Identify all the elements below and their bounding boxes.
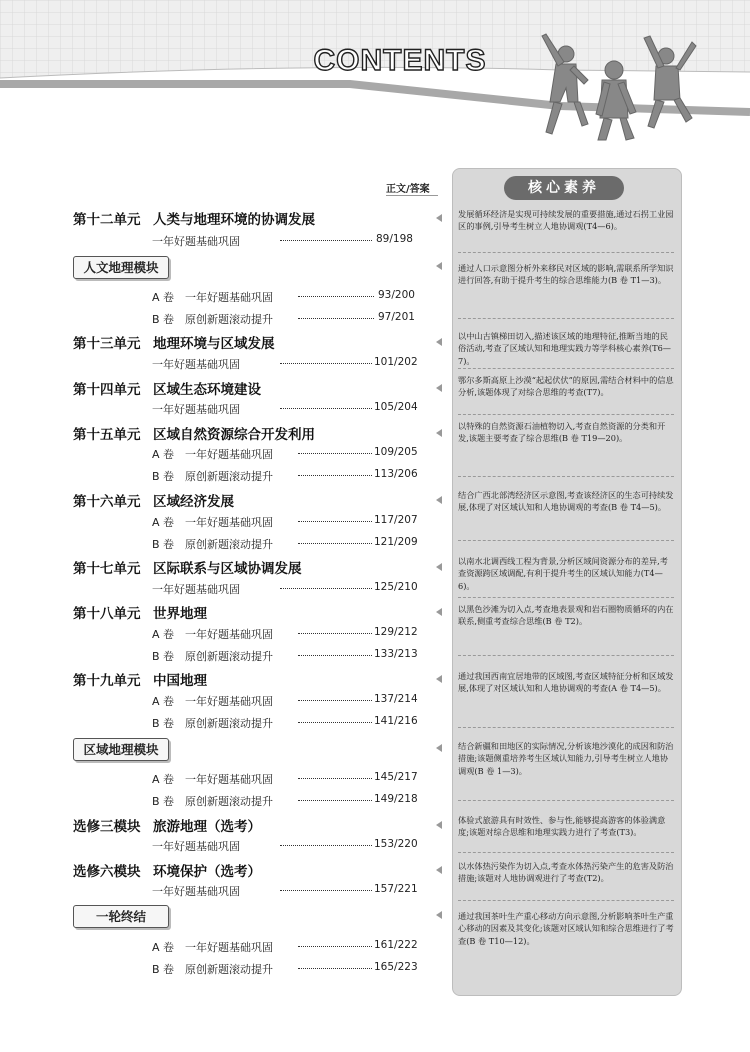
toc-entry[interactable]: A 卷 一年好题基础巩固 137/214: [152, 693, 418, 708]
toc-entry[interactable]: 一年好题基础巩固 101/202: [152, 356, 418, 371]
module-label-final: 一轮终结: [73, 905, 169, 928]
divider: [458, 727, 674, 728]
toc-entry[interactable]: A 卷 一年好题基础巩固 117/207: [152, 514, 418, 529]
pointer-triangle: [436, 262, 442, 270]
toc-entry[interactable]: 一年好题基础巩固 105/204: [152, 401, 418, 416]
toc-entry[interactable]: B 卷 原创新题滚动提升 133/213: [152, 648, 418, 663]
pointer-triangle: [436, 429, 442, 437]
divider: [458, 800, 674, 801]
column-legend: 正文/答案: [386, 184, 430, 195]
page-title: CONTENTS: [313, 44, 487, 77]
pointer-triangle: [436, 744, 442, 752]
divider: [458, 852, 674, 853]
toc-entry[interactable]: B 卷 原创新题滚动提升 121/209: [152, 536, 418, 551]
unit-heading[interactable]: 第十三单元 地理环境与区域发展: [73, 336, 275, 352]
toc-entry[interactable]: B 卷 原创新题滚动提升 141/216: [152, 715, 418, 730]
unit-heading[interactable]: 第十七单元 区际联系与区域协调发展: [73, 561, 302, 577]
note-text: 体验式旅游具有时效性、参与性,能够提高游客的体验满意度;该题对综合思维和地理实践力进行了考查(T3)。: [458, 815, 666, 838]
divider: [458, 252, 674, 253]
pointer-triangle: [436, 675, 442, 683]
toc-entry[interactable]: 一年好题基础巩固 157/221: [152, 883, 418, 898]
note-text: 结合广西北部湾经济区示意图,考查该经济区的生态可持续发展,体现了对区域认知和人地协调观的考查(B 卷 T4—5)。: [458, 490, 674, 513]
divider: [458, 368, 674, 369]
divider: [458, 655, 674, 656]
note-text: 鄂尔多斯高原上沙漠“起起伏伏”的原因,需结合材料中的信息分析,该题体现了对综合思维的考查(T7)。: [458, 375, 674, 398]
toc-entry[interactable]: A 卷 一年好题基础巩固 109/205: [152, 446, 418, 461]
unit-heading[interactable]: 第十九单元 中国地理: [73, 673, 207, 689]
jumping-people-illustration: [538, 22, 708, 142]
pointer-triangle: [436, 384, 442, 392]
unit-heading[interactable]: 第十四单元 区域生态环境建设: [73, 382, 261, 398]
divider: [458, 414, 674, 415]
pointer-triangle: [436, 338, 442, 346]
toc-entry[interactable]: B 卷 原创新题滚动提升 113/206: [152, 468, 418, 483]
divider: [458, 318, 674, 319]
toc-entry[interactable]: A 卷 一年好题基础巩固 161/222: [152, 939, 418, 954]
note-text: 通过我国西南宜居地带的区域图,考查区域特征分析和区域发展,体现了对区域认知和人地协调观的考查(A 卷 T4—5)。: [458, 671, 674, 694]
toc-entry[interactable]: B 卷 原创新题滚动提升 149/218: [152, 793, 418, 808]
note-text: 以水体热污染作为切入点,考查水体热污染产生的危害及防治措施;该题对人地协调观进行了考查(T2)。: [458, 861, 674, 884]
note-text: 以黑色沙滩为切入点,考查地表景观和岩石圈物质循环的内在联系,侧重考查综合思维(B 卷 T2)。: [458, 604, 674, 627]
note-text: 通过我国茶叶生产重心移动方向示意图,分析影响茶叶生产重心移动的因素及其变化;该题对区域认知和综合思维进行了考查(B 卷 T10—12)。: [458, 911, 674, 946]
note-text: 发展循环经济是实现可持续发展的重要措施,通过石拐工业园区的事例,引导考生树立人地协调观(T4—6)。: [458, 209, 674, 232]
pointer-triangle: [436, 911, 442, 919]
toc-entry[interactable]: A 卷 一年好题基础巩固 145/217: [152, 771, 418, 786]
pointer-triangle: [436, 821, 442, 829]
pointer-triangle: [436, 214, 442, 222]
unit-heading[interactable]: 第十二单元 人类与地理环境的协调发展: [73, 212, 315, 228]
toc-entry[interactable]: B 卷 原创新题滚动提升 97/201: [152, 311, 415, 326]
unit-heading[interactable]: 第十八单元 世界地理: [73, 606, 207, 622]
toc-entry[interactable]: A 卷 一年好题基础巩固 93/200: [152, 289, 415, 304]
toc-entry[interactable]: B 卷 原创新题滚动提升 165/223: [152, 961, 418, 976]
unit-heading[interactable]: 第十五单元 区域自然资源综合开发利用: [73, 427, 315, 443]
note-text: 以南水北调西线工程为背景,分析区域间资源分布的差异,考查资源跨区域调配,有利于提升考生的区域认知能力(T4—6)。: [458, 556, 668, 591]
pointer-triangle: [436, 563, 442, 571]
toc-entry[interactable]: 一年好题基础巩固 153/220: [152, 838, 418, 853]
toc-entry[interactable]: 一年好题基础巩固 89/198: [152, 233, 413, 248]
panel-title: 核心素养: [504, 176, 624, 200]
note-text: 通过人口示意图分析外来移民对区域的影响,需联系所学知识进行回答,有助于提升考生的综合思维能力(B 卷 T1—3)。: [458, 263, 674, 286]
module-label-humanities: 人文地理模块: [73, 256, 169, 279]
module-label-regional: 区域地理模块: [73, 738, 169, 761]
divider: [458, 540, 674, 541]
pointer-triangle: [436, 866, 442, 874]
pointer-triangle: [436, 608, 442, 616]
toc-entry[interactable]: 一年好题基础巩固 125/210: [152, 581, 418, 596]
divider: [458, 476, 674, 477]
unit-heading[interactable]: 第十六单元 区域经济发展: [73, 494, 234, 510]
divider: [458, 900, 674, 901]
header-banner: [0, 0, 750, 150]
unit-heading[interactable]: 选修六模块 环境保护（选考）: [73, 864, 261, 880]
divider: [458, 597, 674, 598]
note-text: 结合新疆和田地区的实际情况,分析该地沙漠化的成因和防治措施;该题侧重培养考生区域认知能力,引导考生树立人地协调观(B 卷 1—3)。: [458, 741, 674, 776]
note-text: 以中山古镇梯田切入,描述该区域的地理特征,推断当地的民俗活动,考查了区域认知和地理实践力等学科核心素养(T6—7)。: [458, 331, 671, 366]
unit-heading[interactable]: 选修三模块 旅游地理（选考）: [73, 819, 261, 835]
legend-underline: [386, 195, 438, 196]
pointer-triangle: [436, 496, 442, 504]
note-text: 以特殊的自然资源石油植物切入,考查自然资源的分类和开发,该题主要考查了综合思维(B 卷 T19—20)。: [458, 421, 666, 444]
toc-entry[interactable]: A 卷 一年好题基础巩固 129/212: [152, 626, 418, 641]
